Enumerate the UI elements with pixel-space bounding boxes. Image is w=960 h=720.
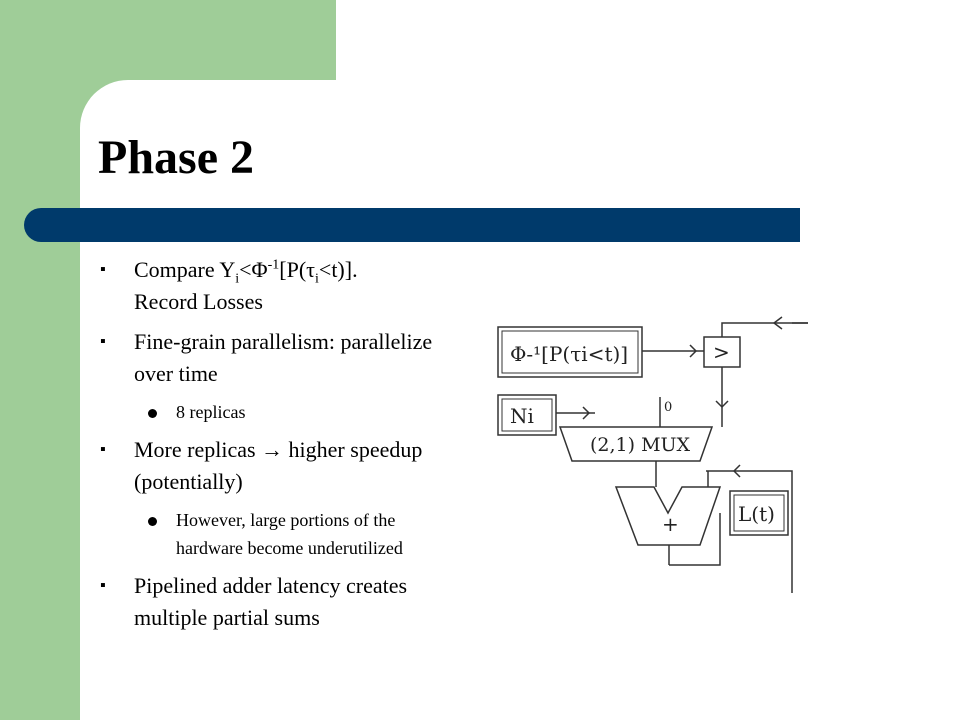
square-bullet-icon: ▪ [100, 333, 106, 350]
bullet-text: However, large portions of the hardware become underutilized [176, 510, 403, 558]
bullet-text: Pipelined adder latency creates multiple partial sums [134, 573, 408, 630]
bullet-compare [100, 254, 445, 318]
bullet-more-replicas [100, 434, 445, 498]
ni-label: Ni [510, 404, 534, 428]
bullet-pipelined-adder [100, 570, 445, 634]
subscript-i: i [235, 271, 240, 287]
sub-bullet-replicas [100, 398, 445, 426]
slide-title: Phase 2 [98, 131, 254, 184]
bullet-text: More replicas → higher speedup (potentially) [134, 437, 423, 494]
left-green-band [0, 0, 80, 720]
round-bullet-icon [148, 517, 157, 526]
bullet-text: Record Losses [134, 289, 263, 314]
square-bullet-icon: ▪ [100, 261, 106, 278]
bullet-text: <t)]. [318, 257, 358, 282]
bullet-text: [P(τ [279, 257, 316, 282]
top-green-band [0, 0, 336, 80]
bullet-text: 8 replicas [176, 402, 246, 422]
square-bullet-icon: ▪ [100, 577, 106, 594]
hardware-diagram [490, 315, 820, 600]
bullet-text: <Φ [239, 257, 268, 282]
bullet-list [100, 254, 445, 642]
loss-label: L(t) [738, 502, 775, 526]
bullet-text: Fine-grain parallelism: parallelize over time [134, 329, 433, 386]
bullet-fine-grain [100, 326, 445, 390]
square-bullet-icon: ▪ [100, 441, 106, 458]
phi-label: Φ-¹[P(τi<t)] [510, 342, 629, 366]
mux-label: (2,1) MUX [590, 434, 691, 456]
zero-label: 0 [664, 400, 673, 415]
subscript-i: i [315, 271, 319, 287]
sub-bullet-underutilized [100, 506, 445, 562]
round-bullet-icon [148, 409, 157, 418]
adder-label: + [662, 512, 679, 536]
superscript-inverse: -1 [267, 257, 280, 273]
bullet-text: Compare Y [134, 257, 236, 282]
title-divider-bar [24, 208, 800, 242]
compare-label: > [713, 340, 730, 364]
